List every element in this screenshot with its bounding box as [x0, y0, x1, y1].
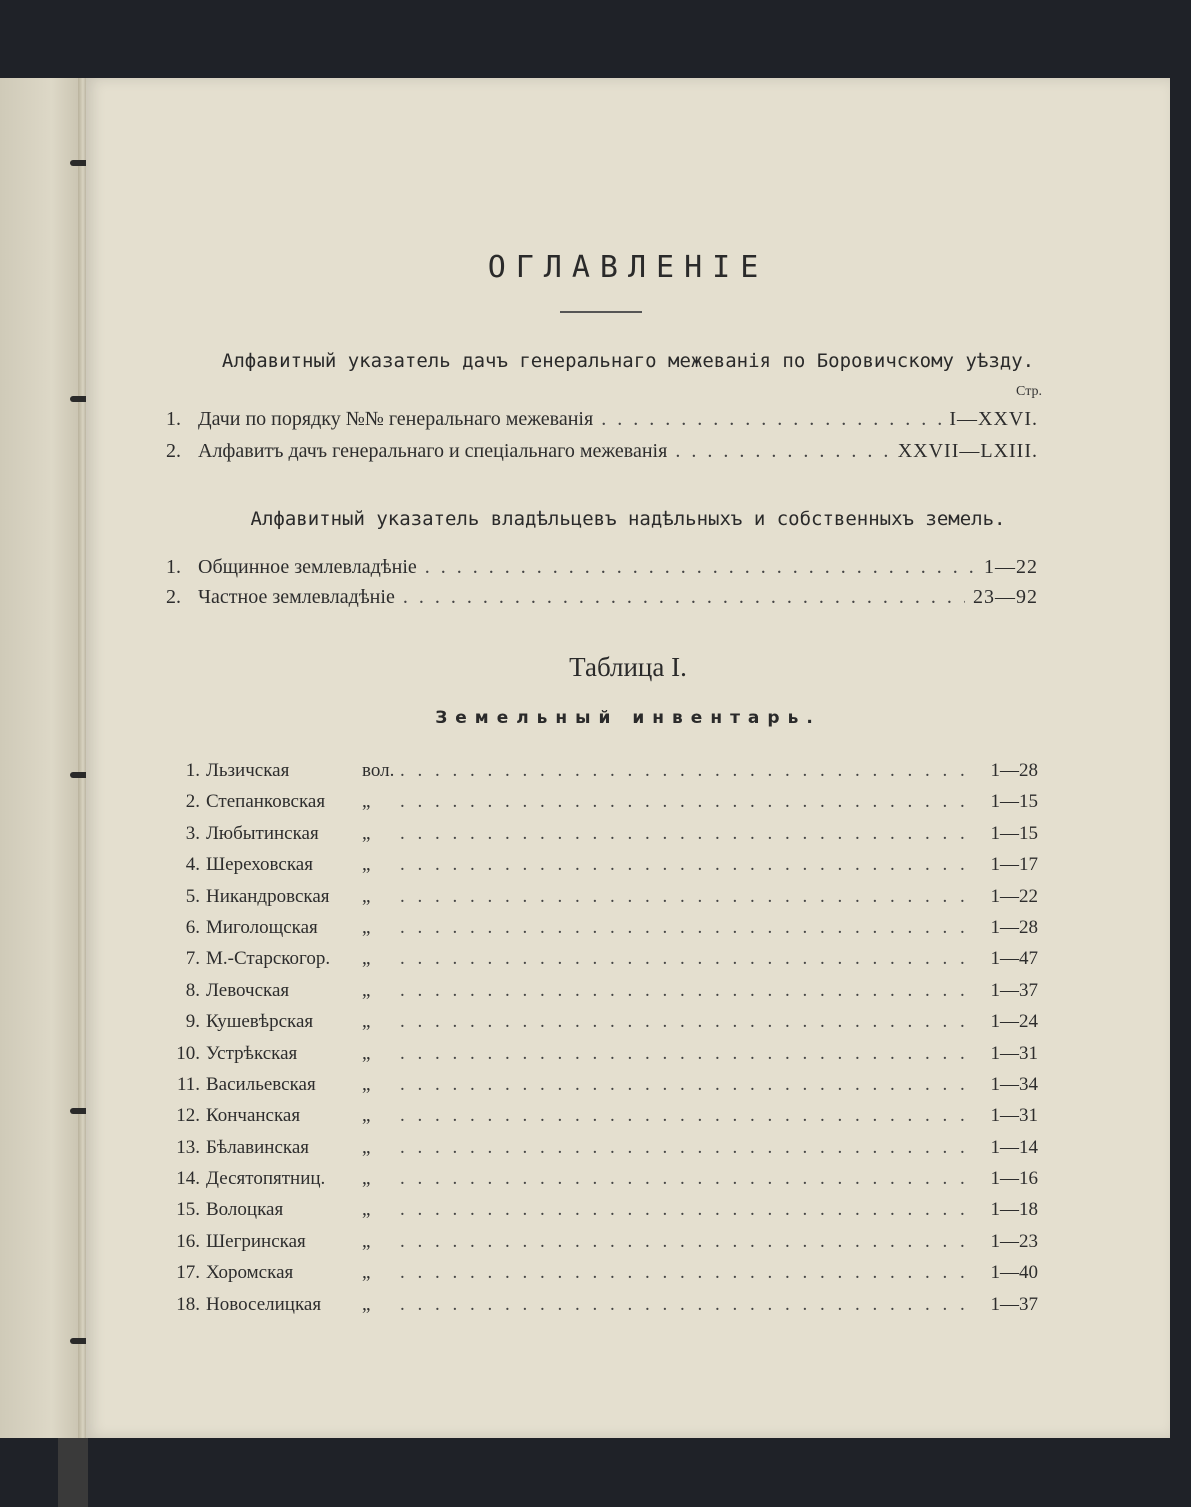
section2-heading: Алфавитный указатель владѣльцевъ надѣльныхъ и собственныхъ земель.	[250, 508, 1006, 530]
ditto-mark: „	[362, 791, 371, 813]
inventory-row	[154, 854, 1038, 885]
ditto-mark: „	[362, 822, 371, 844]
row-pages: 1—14	[990, 1136, 1038, 1158]
volost-name: Левочская	[206, 979, 290, 1001]
ditto-mark: „	[362, 854, 371, 876]
row-pages: 1—40	[990, 1262, 1038, 1284]
inventory-row	[154, 917, 1038, 948]
leader-dots	[400, 1105, 968, 1127]
toc-item-text: Алфавитъ дачъ генеральнаго и спеціальнаго межеванія	[198, 440, 668, 462]
volost-name: Устрѣкская	[206, 1042, 298, 1064]
row-pages: 1—34	[990, 1073, 1038, 1095]
row-number: 7.	[185, 948, 200, 970]
facing-page-edge	[0, 78, 86, 1438]
inventory-row	[154, 948, 1038, 979]
row-number: 12.	[176, 1105, 200, 1127]
toc-item	[166, 556, 1038, 586]
row-number: 18.	[176, 1293, 200, 1315]
leader-dots	[400, 948, 968, 970]
row-number: 14.	[176, 1168, 200, 1190]
row-number: 17.	[176, 1262, 200, 1284]
ditto-mark: „	[362, 1199, 371, 1221]
toc-item-pages: XXVII—LXIII.	[897, 440, 1038, 462]
inventory-row	[154, 1262, 1038, 1293]
inventory-row	[154, 760, 1038, 791]
ditto-mark: вол.	[362, 760, 395, 781]
ditto-mark: „	[362, 1136, 371, 1158]
page-column-label: Стр.	[1016, 384, 1042, 399]
inventory-row	[154, 1199, 1038, 1230]
row-pages: 1—15	[990, 822, 1038, 844]
inventory-row	[154, 823, 1038, 854]
toc-item	[166, 408, 1038, 438]
row-number: 9.	[185, 1011, 200, 1033]
leader-dots	[400, 760, 968, 782]
volost-name: Хоромская	[206, 1262, 294, 1284]
leader-dots	[403, 586, 965, 609]
toc-item-number: 1.	[166, 556, 181, 578]
leader-dots	[400, 1231, 968, 1253]
row-pages: 1—24	[990, 1011, 1038, 1033]
volost-name: Льзичская	[206, 760, 290, 781]
row-pages: 1—47	[990, 948, 1038, 970]
toc-item-pages: 1—22	[984, 556, 1038, 578]
ditto-mark: „	[362, 1011, 371, 1033]
table-title: Таблица I.	[569, 652, 687, 682]
row-number: 10.	[176, 1042, 200, 1064]
row-pages: 1—22	[990, 885, 1038, 907]
volost-name: Кушевѣрская	[206, 1011, 314, 1033]
ditto-mark: „	[362, 979, 371, 1001]
row-pages: 1—28	[990, 916, 1038, 938]
toc-item-pages: 23—92	[973, 586, 1038, 608]
spine-binding	[58, 1438, 88, 1507]
inventory-row	[154, 791, 1038, 822]
leader-dots	[601, 408, 941, 431]
row-number: 3.	[185, 822, 200, 844]
leader-dots	[675, 440, 889, 463]
volost-name: Кончанская	[206, 1105, 301, 1127]
row-number: 15.	[176, 1199, 200, 1221]
volost-name: Миголощская	[206, 916, 318, 938]
ditto-mark: „	[362, 1262, 371, 1284]
row-pages: 1—16	[990, 1168, 1038, 1190]
leader-dots	[400, 791, 968, 813]
volost-name: Десятопятниц.	[206, 1168, 326, 1190]
leader-dots	[400, 1199, 968, 1221]
toc-item-number: 1.	[166, 408, 181, 430]
leader-dots	[400, 854, 968, 876]
toc-item	[166, 586, 1038, 616]
toc-item-number: 2.	[166, 586, 181, 608]
row-number: 1.	[185, 760, 200, 781]
row-number: 16.	[176, 1230, 200, 1252]
inventory-row	[154, 1231, 1038, 1262]
row-pages: 1—37	[990, 979, 1038, 1001]
page-title: ОГЛАВЛЕНІЕ	[487, 250, 769, 285]
leader-dots	[400, 1043, 968, 1065]
row-number: 5.	[185, 885, 200, 907]
leader-dots	[400, 1262, 968, 1284]
row-number: 6.	[185, 916, 200, 938]
row-number: 2.	[185, 791, 200, 813]
row-number: 4.	[185, 854, 200, 876]
leader-dots	[400, 1074, 968, 1096]
row-pages: 1—23	[990, 1230, 1038, 1252]
leader-dots	[400, 980, 968, 1002]
volost-name: Шегринская	[206, 1230, 306, 1252]
volost-name: Новоселицкая	[206, 1293, 322, 1315]
toc-item-text: Дачи по порядку №№ генеральнаго межеванія	[198, 408, 594, 430]
row-pages: 1—17	[990, 854, 1038, 876]
volost-name: Степанковская	[206, 791, 326, 813]
ditto-mark: „	[362, 885, 371, 907]
table-subtitle: Земельный инвентарь.	[435, 708, 821, 728]
toc-item-text: Общинное землевладѣніе	[198, 556, 417, 578]
row-pages: 1—18	[990, 1199, 1038, 1221]
toc-item-text: Частное землевладѣніе	[198, 586, 395, 608]
inventory-row	[154, 886, 1038, 917]
row-number: 13.	[176, 1136, 200, 1158]
ditto-mark: „	[362, 1168, 371, 1190]
inventory-row	[154, 1294, 1038, 1325]
title-rule	[560, 311, 642, 313]
volost-name: Волоцкая	[206, 1199, 284, 1221]
leader-dots	[400, 1011, 968, 1033]
section1-heading: Алфавитный указатель дачъ генеральнаго межеванія по Боровичскому уѣзду.	[221, 350, 1035, 372]
ditto-mark: „	[362, 916, 371, 938]
ditto-mark: „	[362, 1042, 371, 1064]
row-pages: 1—28	[990, 760, 1038, 781]
inventory-row	[154, 1137, 1038, 1168]
volost-name: Никандровская	[206, 885, 330, 907]
volost-name: Бѣлавинская	[206, 1136, 309, 1158]
leader-dots	[400, 886, 968, 908]
row-number: 11.	[176, 1073, 200, 1095]
ditto-mark: „	[362, 948, 371, 970]
inventory-row	[154, 980, 1038, 1011]
ditto-mark: „	[362, 1073, 371, 1095]
row-pages: 1—37	[990, 1293, 1038, 1315]
toc-item-pages: I—XXVI.	[949, 408, 1038, 430]
leader-dots	[400, 1294, 968, 1316]
row-number: 8.	[185, 979, 200, 1001]
row-pages: 1—15	[990, 791, 1038, 813]
toc-item-number: 2.	[166, 440, 181, 462]
volost-name: Любытинская	[206, 822, 319, 844]
leader-dots	[400, 823, 968, 845]
ditto-mark: „	[362, 1293, 371, 1315]
row-pages: 1—31	[990, 1042, 1038, 1064]
row-pages: 1—31	[990, 1105, 1038, 1127]
leader-dots	[425, 556, 976, 579]
volost-name: Шереховская	[206, 854, 313, 876]
toc-item	[166, 440, 1038, 470]
inventory-row	[154, 1074, 1038, 1105]
ditto-mark: „	[362, 1105, 371, 1127]
ditto-mark: „	[362, 1230, 371, 1252]
leader-dots	[400, 1137, 968, 1159]
leader-dots	[400, 917, 968, 939]
volost-name: М.-Старскогор.	[206, 948, 331, 970]
inventory-row	[154, 1168, 1038, 1199]
leader-dots	[400, 1168, 968, 1190]
volost-name: Васильевская	[206, 1073, 316, 1095]
inventory-row	[154, 1105, 1038, 1136]
inventory-row	[154, 1011, 1038, 1042]
inventory-row	[154, 1043, 1038, 1074]
inventory-list	[154, 760, 1038, 1325]
document-page	[86, 78, 1170, 1438]
